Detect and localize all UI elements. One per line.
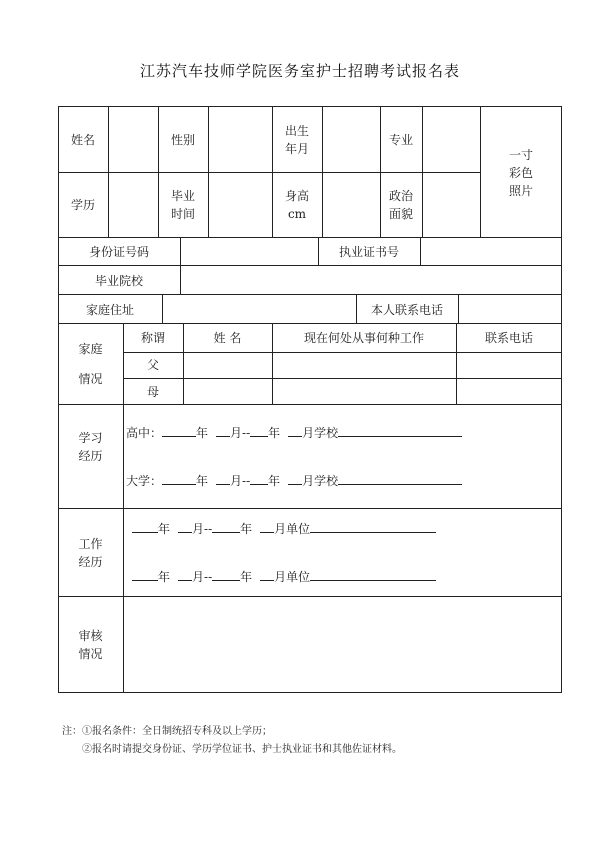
label-birth-2: 年月 bbox=[284, 142, 309, 156]
border-top bbox=[58, 106, 562, 107]
note-line-2: ②报名时请提交身份证、学历学位证书、护士执业证书和其他佐证材料。 bbox=[82, 744, 402, 755]
col-relation: 称谓 bbox=[140, 331, 165, 345]
unit-label: 月单位 bbox=[274, 522, 311, 536]
col-divider bbox=[180, 265, 181, 294]
year-blank[interactable] bbox=[162, 424, 196, 437]
year-label: 年 bbox=[268, 426, 281, 440]
year-label: 年 bbox=[240, 522, 253, 536]
relation-mother: 母 bbox=[146, 385, 159, 399]
label-politics-2: 面貌 bbox=[388, 207, 413, 221]
col-divider bbox=[422, 106, 423, 237]
month-blank[interactable] bbox=[260, 568, 274, 581]
school-blank[interactable] bbox=[338, 472, 462, 485]
col-divider bbox=[458, 294, 459, 323]
study-high-school-row bbox=[126, 424, 462, 441]
label-study-1: 学习 bbox=[78, 431, 103, 445]
month-blank[interactable] bbox=[288, 424, 302, 437]
year-blank[interactable] bbox=[212, 568, 240, 581]
year-label: 年 bbox=[268, 474, 281, 488]
border-left bbox=[58, 106, 59, 693]
label-grad-1: 毕业 bbox=[170, 189, 195, 203]
month-blank[interactable] bbox=[216, 472, 230, 485]
label-grad-2: 时间 bbox=[170, 207, 195, 221]
year-blank[interactable] bbox=[250, 472, 268, 485]
row-divider bbox=[58, 404, 562, 405]
photo-label-3: 照片 bbox=[508, 184, 533, 198]
label-major: 专业 bbox=[388, 133, 413, 147]
col-divider bbox=[322, 106, 323, 237]
month-to-label: 月-- bbox=[230, 474, 251, 488]
registration-form bbox=[58, 106, 562, 692]
school-label: 月学校 bbox=[302, 426, 339, 440]
label-family-2: 情况 bbox=[78, 372, 103, 386]
high-school-label: 高中： bbox=[126, 426, 163, 440]
year-label: 年 bbox=[158, 522, 171, 536]
label-license-number: 执业证书号 bbox=[338, 245, 399, 259]
year-blank[interactable] bbox=[250, 424, 268, 437]
label-family-1: 家庭 bbox=[78, 342, 103, 356]
school-blank[interactable] bbox=[338, 424, 462, 437]
label-review-2: 情况 bbox=[78, 647, 103, 661]
label-graduate-school: 毕业院校 bbox=[94, 274, 143, 288]
month-blank[interactable] bbox=[216, 424, 230, 437]
year-label: 年 bbox=[158, 570, 171, 584]
month-to-label: 月-- bbox=[230, 426, 251, 440]
note-line-1: 注：①报名条件：全日制统招专科及以上学历； bbox=[62, 726, 272, 737]
work-row-1 bbox=[132, 520, 436, 537]
month-blank[interactable] bbox=[178, 520, 192, 533]
label-contact-phone: 本人联系电话 bbox=[370, 303, 443, 317]
year-blank[interactable] bbox=[212, 520, 240, 533]
col-work: 现在何处从事何种工作 bbox=[303, 331, 424, 345]
month-blank[interactable] bbox=[260, 520, 274, 533]
col-divider bbox=[162, 294, 163, 323]
label-name: 姓名 bbox=[70, 133, 95, 147]
year-label: 年 bbox=[240, 570, 253, 584]
row-divider bbox=[58, 323, 562, 324]
label-birth-1: 出生 bbox=[284, 124, 309, 138]
month-blank[interactable] bbox=[288, 472, 302, 485]
row-divider bbox=[58, 172, 480, 173]
year-blank[interactable] bbox=[162, 472, 196, 485]
col-divider bbox=[108, 106, 109, 237]
col-name: 姓 名 bbox=[213, 331, 242, 345]
label-home-address: 家庭住址 bbox=[85, 303, 134, 317]
work-row-2 bbox=[132, 568, 436, 585]
year-blank[interactable] bbox=[132, 568, 158, 581]
month-to-label: 月-- bbox=[192, 570, 213, 584]
photo-label-1: 一寸 bbox=[508, 148, 533, 162]
border-bottom bbox=[58, 692, 562, 693]
row-divider bbox=[58, 508, 562, 509]
form-title: 江苏汽车技师学院医务室护士招聘考试报名表 bbox=[139, 62, 460, 80]
unit-blank[interactable] bbox=[310, 520, 436, 533]
label-work-2: 经历 bbox=[78, 555, 103, 569]
year-blank[interactable] bbox=[132, 520, 158, 533]
col-divider bbox=[123, 404, 124, 693]
month-blank[interactable] bbox=[178, 568, 192, 581]
label-height-2: cm bbox=[287, 207, 307, 221]
year-label: 年 bbox=[196, 426, 209, 440]
col-divider bbox=[180, 237, 181, 265]
month-to-label: 月-- bbox=[192, 522, 213, 536]
label-review-1: 审核 bbox=[78, 629, 103, 643]
year-label: 年 bbox=[196, 474, 209, 488]
row-divider bbox=[123, 352, 562, 353]
col-phone: 联系电话 bbox=[484, 331, 533, 345]
label-height-1: 身高 bbox=[284, 189, 309, 203]
col-divider bbox=[208, 106, 209, 237]
label-study-2: 经历 bbox=[78, 449, 103, 463]
relation-father: 父 bbox=[146, 358, 159, 372]
study-university-row bbox=[126, 472, 462, 489]
label-education: 学历 bbox=[70, 198, 95, 212]
label-politics-1: 政治 bbox=[388, 189, 413, 203]
row-divider bbox=[58, 265, 562, 266]
unit-blank[interactable] bbox=[310, 568, 436, 581]
label-gender: 性别 bbox=[170, 133, 195, 147]
unit-label: 月单位 bbox=[274, 570, 311, 584]
row-divider bbox=[58, 596, 562, 597]
photo-label-2: 彩色 bbox=[508, 166, 533, 180]
row-divider bbox=[123, 378, 562, 379]
university-label: 大学： bbox=[126, 474, 163, 488]
col-divider bbox=[420, 237, 421, 265]
row-divider bbox=[58, 237, 562, 238]
label-work-1: 工作 bbox=[78, 537, 103, 551]
school-label: 月学校 bbox=[302, 474, 339, 488]
label-id-number: 身份证号码 bbox=[88, 245, 149, 259]
row-divider bbox=[58, 294, 562, 295]
